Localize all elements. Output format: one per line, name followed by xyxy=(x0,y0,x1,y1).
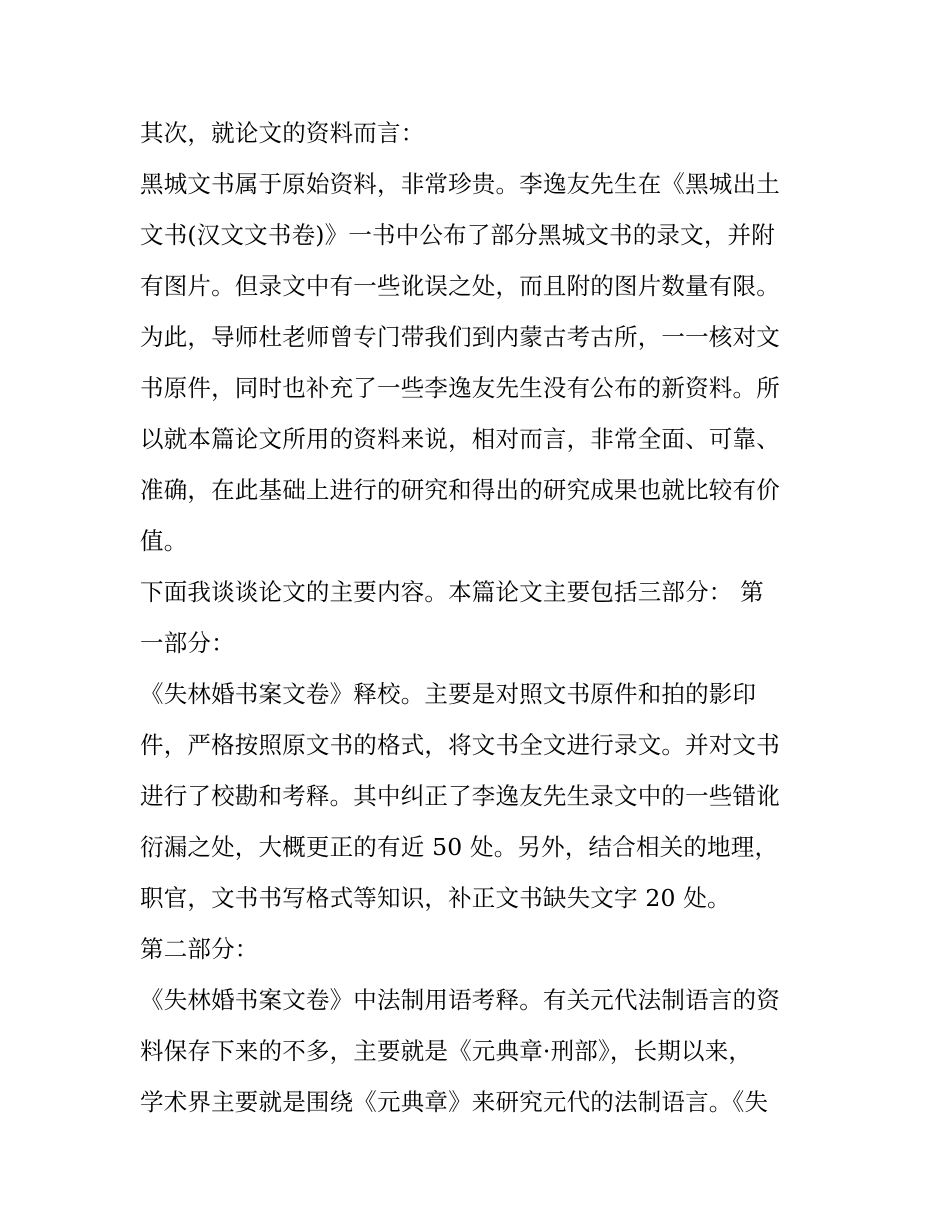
text-line: 准确，在此基础上进行的研究和得出的研究成果也就比较有价 xyxy=(140,476,780,504)
text-line: 其次，就论文的资料而言： xyxy=(140,119,425,147)
document-body xyxy=(140,108,820,1128)
text-line: 件，严格按照原文书的格式，将文书全文进行录文。并对文书 xyxy=(140,731,780,759)
text-line: 《失林婚书案文卷》中法制用语考释。有关元代法制语言的资 xyxy=(140,986,780,1014)
text-line: 值。 xyxy=(140,527,188,555)
text-line: 黑城文书属于原始资料，非常珍贵。李逸友先生在《黑城出土 xyxy=(140,170,780,198)
text-line: 一部分： xyxy=(140,629,235,657)
text-line: 学术界主要就是围绕《元典章》来研究元代的法制语言。《失 xyxy=(140,1088,769,1116)
text-line: 书原件，同时也补充了一些李逸友先生没有公布的新资料。所 xyxy=(140,374,780,402)
text-line: 下面我谈谈论文的主要内容。本篇论文主要包括三部分： 第 xyxy=(140,578,764,606)
text-line: 第二部分： xyxy=(140,935,259,963)
text-line: 职官，文书书写格式等知识，补正文书缺失文字 20 处。 xyxy=(140,884,731,912)
text-line: 衍漏之处，大概更正的有近 50 处。另外，结合相关的地理， xyxy=(140,833,779,861)
text-line: 料保存下来的不多，主要就是《元典章·刑部》，长期以来， xyxy=(140,1037,753,1065)
text-line: 文书(汉文文书卷)》一书中公布了部分黑城文书的录文，并附 xyxy=(140,221,775,249)
text-line: 《失林婚书案文卷》释校。主要是对照文书原件和拍的影印 xyxy=(140,680,757,708)
text-line: 有图片。但录文中有一些讹误之处，而且附的图片数量有限。 xyxy=(140,272,780,300)
text-line: 为此，导师杜老师曾专门带我们到内蒙古考古所，一一核对文 xyxy=(140,323,780,351)
text-line: 以就本篇论文所用的资料来说，相对而言，非常全面、可靠、 xyxy=(140,425,780,453)
text-line: 进行了校勘和考释。其中纠正了李逸友先生录文中的一些错讹 xyxy=(140,782,780,810)
